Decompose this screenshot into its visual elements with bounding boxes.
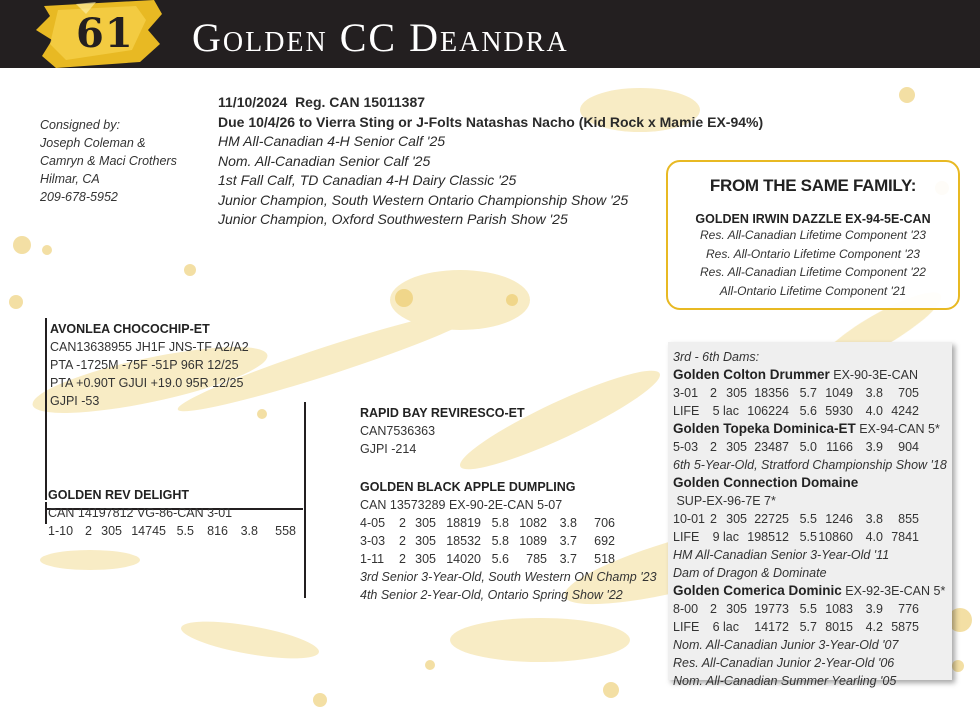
record-cell: 14020 [446, 552, 481, 566]
record-cell: 3-01 [673, 386, 699, 400]
record-cell: 816 [207, 524, 228, 538]
sire-name: AVONLEA CHOCOCHIP-ET [50, 322, 210, 336]
lot-number: 61 [76, 10, 134, 57]
sire-gjpi: GJPI -53 [50, 394, 100, 408]
record-cell: 4.0 [865, 530, 883, 544]
family-award: Res. All-Canadian Lifetime Component '23 [700, 228, 926, 242]
dam-entry-score: EX-92-3E-CAN 5* [841, 584, 946, 598]
dam-entry-award: HM All-Canadian Senior 3-Year-Old '11 [673, 548, 890, 562]
record-cell: 19773 [754, 602, 789, 616]
dam-entry-score: EX-94-CAN 5* [855, 422, 940, 436]
mgs-name: RAPID BAY REVIRESCO-ET [360, 406, 525, 420]
record-cell: 5.8 [491, 534, 509, 548]
sire-pta: PTA -1725M -75F -51P 96R 12/25 [50, 358, 239, 372]
record-cell: 14172 [754, 620, 789, 634]
record-cell: 2 [399, 516, 406, 530]
record-cell: 1-10 [48, 524, 74, 538]
record-cell: 692 [594, 534, 615, 548]
record-cell: 9 lac [712, 530, 739, 544]
record-cell: 3.8 [559, 516, 577, 530]
consignor-line: Camryn & Maci Crothers [40, 154, 177, 168]
record-cell: 705 [898, 386, 919, 400]
maternal-grandsire-block [360, 404, 525, 458]
record-cell [739, 618, 747, 636]
record-cell: 3.8 [240, 524, 258, 538]
dams-heading: 3rd - 6th Dams: [673, 350, 760, 364]
dam-entry-record [673, 600, 952, 618]
record-cell: 3.7 [559, 534, 577, 548]
record-cell: 785 [526, 552, 547, 566]
record-cell: 5.7 [799, 386, 817, 400]
dam-entry-name: Golden Colton Drummer [673, 367, 830, 382]
record-cell: 4.0 [865, 404, 883, 418]
award: 1st Fall Calf, TD Canadian 4-H Dairy Classic '25 [218, 172, 517, 188]
pedigree-line [304, 402, 306, 598]
record-cell: 706 [594, 516, 615, 530]
record-cell: 18532 [446, 534, 481, 548]
record-cell: 305 [726, 386, 747, 400]
granddam-block [360, 478, 657, 604]
family-name: GOLDEN IRWIN DAZZLE EX-94-5E-CAN [695, 212, 931, 226]
family-award: Res. All-Canadian Lifetime Component '22 [700, 265, 926, 279]
record-cell: 7841 [891, 530, 919, 544]
granddam-record [360, 532, 657, 550]
record-cell: 3.9 [865, 440, 883, 454]
dam-entry-score: EX-90-3E-CAN [829, 368, 918, 382]
record-cell: 1082 [519, 516, 547, 530]
dams-box [668, 342, 952, 688]
record-cell: 14745 [131, 524, 166, 538]
award: HM All-Canadian 4-H Senior Calf '25 [218, 133, 446, 149]
record-cell: 5.6 [799, 404, 817, 418]
granddam-award: 4th Senior 2-Year-Old, Ontario Spring Show '22 [360, 588, 623, 602]
record-cell: 1246 [825, 512, 853, 526]
record-cell: 5.5 [799, 530, 817, 544]
sire-block [50, 320, 249, 410]
record-cell: 18356 [754, 386, 789, 400]
dam-entry-name: Golden Topeka Dominica-ET [673, 421, 856, 436]
record-cell: 3.8 [865, 512, 883, 526]
dam-entry-record [673, 384, 952, 402]
dam-entry-record [673, 618, 952, 636]
dam-entry-name: Golden Connection Domaine [673, 475, 859, 490]
family-award: All-Ontario Lifetime Component '21 [719, 283, 907, 298]
dam-entry-award: Res. All-Canadian Junior 2-Year-Old '06 [673, 656, 895, 670]
record-cell: 4242 [891, 404, 919, 418]
pedigree-line [45, 502, 47, 524]
record-cell: 22725 [754, 512, 789, 526]
dam-entry [673, 582, 952, 600]
dam-entry-record [673, 510, 952, 528]
record-cell: 198512 [747, 530, 789, 544]
record-cell: 1049 [825, 386, 853, 400]
record-cell: 558 [275, 524, 296, 538]
record-cell: 305 [415, 534, 436, 548]
dam-entry [673, 420, 952, 438]
record-cell: 305 [415, 552, 436, 566]
record-cell: 2 [399, 534, 406, 548]
dam-record [48, 522, 296, 540]
record-cell: 776 [898, 602, 919, 616]
record-cell: 3.9 [865, 602, 883, 616]
dam-entry-record [673, 528, 952, 546]
record-cell: 4-05 [360, 516, 386, 530]
consignor-location: Hilmar, CA [40, 172, 100, 186]
award: Nom. All-Canadian Senior Calf '25 [218, 152, 431, 169]
record-cell: 2 [710, 602, 717, 616]
record-cell: 10860 [818, 530, 853, 544]
dam-entry-record [673, 438, 952, 456]
record-cell: 5.7 [799, 620, 817, 634]
record-cell: 5.5 [176, 524, 194, 538]
mgs-gjpi: GJPI -214 [360, 442, 417, 456]
consignor-block [40, 116, 177, 206]
birth-registration: 11/10/2024 Reg. CAN 15011387 [218, 94, 426, 110]
record-cell: 5-03 [673, 440, 699, 454]
record-cell: 5 lac [712, 404, 739, 418]
dam-entry-award: Dam of Dragon & Dominate [673, 566, 827, 580]
record-cell: 8-00 [673, 602, 699, 616]
dam-reg: CAN 14197812 VG-86-CAN 3-01 [48, 506, 233, 520]
dam-name: GOLDEN REV DELIGHT [48, 488, 189, 502]
record-cell: 305 [726, 602, 747, 616]
record-cell: 305 [415, 516, 436, 530]
granddam-record [360, 550, 657, 568]
record-cell: 2 [399, 552, 406, 566]
mgs-reg: CAN7536363 [360, 424, 436, 438]
record-cell: 106224 [747, 404, 789, 418]
family-award: Res. All-Ontario Lifetime Component '23 [706, 246, 920, 261]
record-cell: LIFE [673, 530, 700, 544]
record-cell: 1089 [519, 534, 547, 548]
record-cell: LIFE [673, 404, 700, 418]
dam-entry-score: SUP-EX-96-7E 7* [673, 494, 776, 508]
record-cell: 5930 [825, 404, 853, 418]
record-cell: 855 [898, 512, 919, 526]
record-cell: 5.5 [799, 602, 817, 616]
record-cell: LIFE [673, 620, 700, 634]
record-cell: 3.7 [559, 552, 577, 566]
consignor-line: Joseph Coleman & [40, 136, 146, 150]
pedigree-line [45, 318, 47, 500]
record-cell: 1166 [826, 440, 853, 454]
record-cell: 305 [726, 440, 747, 454]
dam-entry-name: Golden Comerica Dominic [673, 583, 842, 598]
record-cell [739, 402, 747, 420]
consignor-label: Consigned by: [40, 118, 120, 132]
record-cell: 3.8 [865, 386, 883, 400]
animal-name: Golden CC Deandra [192, 15, 569, 60]
granddam-name: GOLDEN BLACK APPLE DUMPLING [360, 480, 576, 494]
dam-block [48, 486, 296, 540]
award: Junior Champion, Oxford Southwestern Parish Show '25 [218, 211, 568, 227]
record-cell: 10-01 [673, 512, 705, 526]
same-family-box [666, 160, 960, 310]
record-cell: 5.0 [799, 440, 817, 454]
record-cell: 23487 [754, 440, 789, 454]
family-title: FROM THE SAME FAMILY: [709, 176, 917, 195]
record-cell: 5.5 [799, 512, 817, 526]
record-cell: 5875 [891, 620, 919, 634]
dam-entry-record [673, 402, 952, 420]
record-cell: 2 [710, 512, 717, 526]
record-cell: 8015 [825, 620, 853, 634]
record-cell [739, 528, 747, 546]
dam-entry [673, 366, 952, 384]
dam-entry-award: 6th 5-Year-Old, Stratford Championship Show '18 [673, 458, 947, 472]
record-cell: 518 [594, 552, 615, 566]
record-cell: 1083 [825, 602, 853, 616]
granddam-record [360, 514, 657, 532]
record-cell: 3-03 [360, 534, 386, 548]
award: Junior Champion, South Western Ontario Championship Show '25 [218, 191, 629, 208]
record-cell: 305 [101, 524, 122, 538]
sire-reg: CAN13638955 JH1F JNS-TF A2/A2 [50, 340, 249, 354]
record-cell: 6 lac [712, 620, 739, 634]
record-cell: 5.6 [491, 552, 509, 566]
record-cell: 4.2 [865, 620, 883, 634]
granddam-reg: CAN 13573289 EX-90-2E-CAN 5-07 [360, 498, 563, 512]
granddam-award: 3rd Senior 3-Year-Old, South Western ON Champ '23 [360, 570, 657, 584]
record-cell: 1-11 [360, 552, 385, 566]
record-cell: 18819 [446, 516, 481, 530]
record-cell: 2 [710, 386, 717, 400]
sire-pta: PTA +0.90T GJUI +19.0 95R 12/25 [50, 376, 244, 390]
dam-entry-award: Nom. All-Canadian Junior 3-Year-Old '07 [673, 638, 899, 652]
consignor-phone: 209-678-5952 [40, 190, 118, 204]
dam-entry-award: Nom. All-Canadian Summer Yearling '05 [673, 674, 897, 688]
record-cell: 2 [710, 440, 717, 454]
dam-entry [673, 474, 952, 510]
record-cell: 5.8 [491, 516, 509, 530]
record-cell: 2 [85, 524, 92, 538]
record-cell: 904 [898, 440, 919, 454]
due-date: Due 10/4/26 to Vierra Sting or J-Folts Natashas Nacho (Kid Rock x Mamie EX-94%) [218, 113, 764, 130]
record-cell: 305 [726, 512, 747, 526]
